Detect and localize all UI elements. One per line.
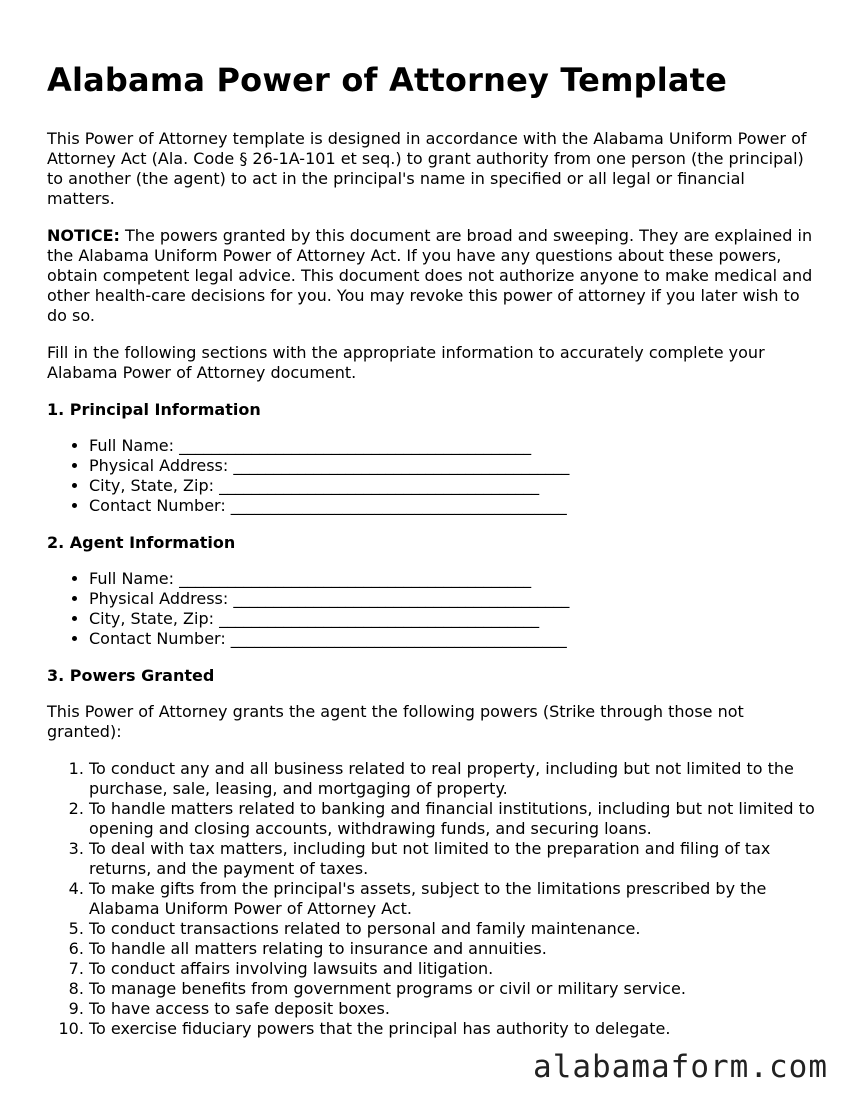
power-item: 10. To exercise fiduciary powers that the principal has authority to delegate. bbox=[89, 1019, 817, 1039]
page-title: Alabama Power of Attorney Template bbox=[47, 61, 728, 99]
notice-text: The powers granted by this document are broad and sweeping. They are explained in the Alabama Uniform Power of Attorney Act. If you have any questions about these powers, obtain competent legal advice. This document does not authorize anyone to make medical and other health-care decisions for you. You may revoke this power of attorney if you later wish to do so. bbox=[47, 226, 813, 325]
notice-paragraph bbox=[47, 226, 817, 326]
power-item: 3. To deal with tax matters, including but not limited to the preparation and filing of tax returns, and the payment of taxes. bbox=[89, 839, 817, 879]
agent-full-name-field: • Full Name: ____________________________________________ bbox=[89, 569, 817, 589]
site-watermark: alabamaform.com bbox=[533, 1049, 828, 1085]
agent-contact-field: • Contact Number: __________________________________________ bbox=[89, 629, 817, 649]
principal-contact-field: • Contact Number: __________________________________________ bbox=[89, 496, 817, 516]
power-item: 4. To make gifts from the principal's assets, subject to the limitations prescribed by the Alabama Uniform Power of Attorney Act. bbox=[89, 879, 817, 919]
principal-heading: 1. Principal Information bbox=[47, 400, 261, 419]
power-item: 2. To handle matters related to banking and financial institutions, including but not limited to opening and closing accounts, withdrawing funds, and securing loans. bbox=[89, 799, 817, 839]
principal-fields-list bbox=[47, 436, 817, 516]
powers-heading: 3. Powers Granted bbox=[47, 666, 215, 685]
agent-heading: 2. Agent Information bbox=[47, 533, 236, 552]
document-page bbox=[47, 58, 817, 1039]
power-item: 1. To conduct any and all business related to real property, including but not limited to the purchase, sale, leasing, and mortgaging of property. bbox=[89, 759, 817, 799]
power-item: 5. To conduct transactions related to personal and family maintenance. bbox=[89, 919, 817, 939]
notice-label: NOTICE: bbox=[47, 226, 120, 245]
powers-list bbox=[47, 759, 817, 1039]
agent-address-field: • Physical Address: __________________________________________ bbox=[89, 589, 817, 609]
agent-city-field: • City, State, Zip: ________________________________________ bbox=[89, 609, 817, 629]
power-item: 8. To manage benefits from government programs or civil or military service. bbox=[89, 979, 817, 999]
power-item: 9. To have access to safe deposit boxes. bbox=[89, 999, 817, 1019]
fill-instructions: Fill in the following sections with the appropriate information to accurately complete your Alabama Power of Attorney document. bbox=[47, 343, 765, 382]
power-item: 6. To handle all matters relating to insurance and annuities. bbox=[89, 939, 817, 959]
powers-intro: This Power of Attorney grants the agent the following powers (Strike through those not granted): bbox=[47, 702, 744, 741]
principal-city-field: • City, State, Zip: ________________________________________ bbox=[89, 476, 817, 496]
agent-fields-list bbox=[47, 569, 817, 649]
intro-paragraph: This Power of Attorney template is designed in accordance with the Alabama Uniform Power of Attorney Act (Ala. Code § 26-1A-101 et seq.) to grant authority from one person (the principal) to another (the agent) to act in the principal's name in specified or all legal or financial matters. bbox=[47, 129, 807, 208]
principal-full-name-field: • Full Name: ____________________________________________ bbox=[89, 436, 817, 456]
power-item: 7. To conduct affairs involving lawsuits and litigation. bbox=[89, 959, 817, 979]
principal-address-field: • Physical Address: __________________________________________ bbox=[89, 456, 817, 476]
